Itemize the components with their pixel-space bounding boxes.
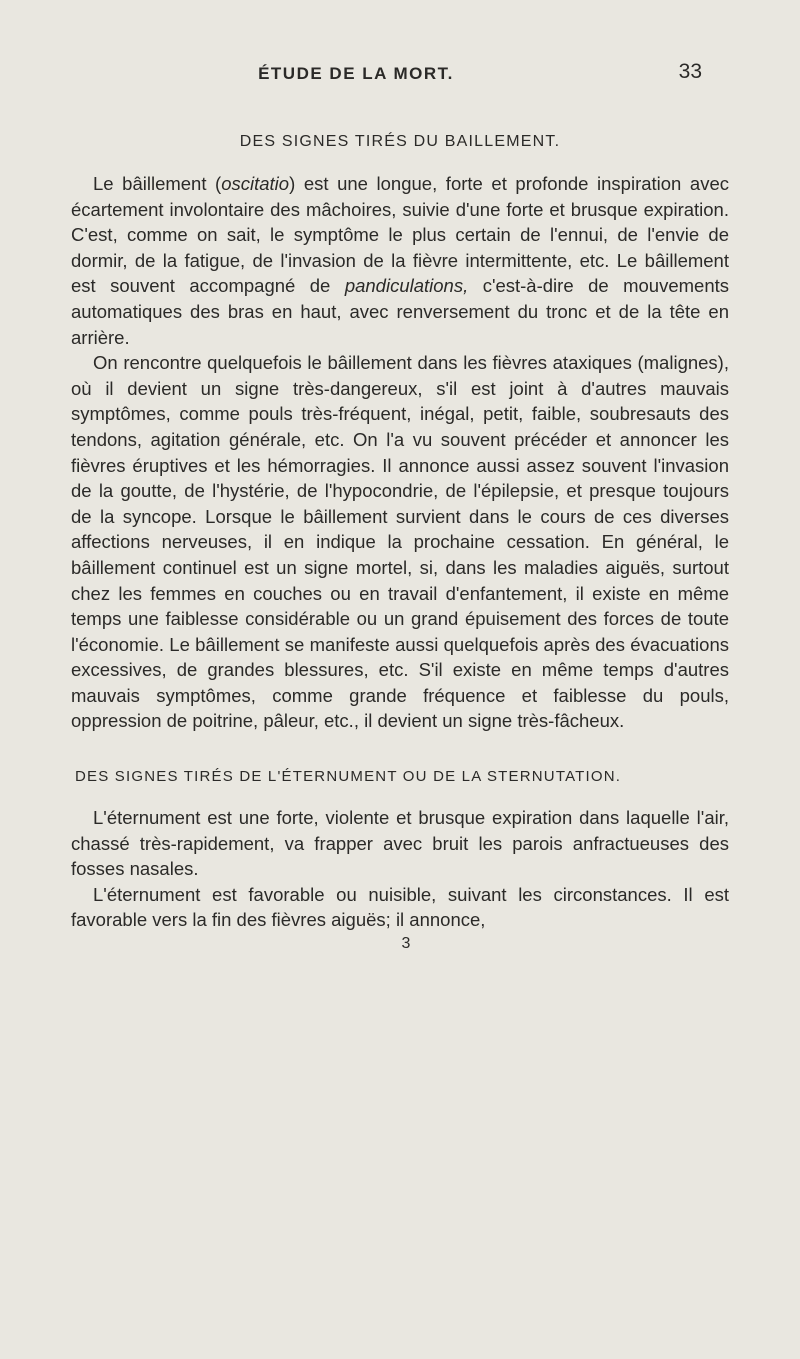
text-run: Le bâillement ( <box>93 173 222 194</box>
italic-term: pandiculations, <box>344 275 469 297</box>
text-run: c'est-à-dire de mouvements automatiques des bras en haut, avec renversement du tronc et de la tête en arrière. <box>71 275 730 348</box>
section-heading-baillement: DES SIGNES TIRÉS DU BAILLEMENT. <box>239 133 561 150</box>
running-title: ÉTUDE DE LA MORT. <box>258 64 454 83</box>
page-number: 33 <box>678 60 702 83</box>
page-content <box>71 133 729 953</box>
signature-mark: 3 <box>401 935 411 953</box>
paragraph: L'éternument est une forte, violente et brusque expiration dans laquelle l'air, chassé très-rapidement, va frapper avec bruit les parois anfractueuses des fosses nasales. <box>71 807 729 880</box>
section-heading-eternument: DES SIGNES TIRÉS DE L'ÉTERNUMENT OU DE LA STERNUTATION. <box>75 768 622 786</box>
running-head <box>0 60 800 88</box>
latin-term: oscitatio <box>221 173 290 194</box>
text-run: ) est une longue, forte et profonde inspiration avec écartement involontaire des mâchoires, suivie d'une forte et brusque expiration. C'est, comme on sait, le symptôme le plus certain de l'ennui, de l'envie de dormir, de la fatigue, de l'invasion de la fièvre intermittente, etc. Le bâillement est souvent accompagné de <box>71 173 729 297</box>
paragraph: L'éternument est favorable ou nuisible, suivant les circonstances. Il est favorable vers la fin des fièvres aiguës; il annonce, <box>71 883 729 931</box>
paragraph <box>71 171 729 350</box>
paragraph: On rencontre quelquefois le bâillement dans les fièvres ataxiques (malignes), où il devient un signe très-dangereux, s'il est joint à d'autres mauvais symptômes, comme pouls très-fréquent, inégal, petit, faible, soubresauts des tendons, agitation générale, etc. On l'a vu souvent précéder et annoncer les fièvres éruptives et les hémorragies. Il annonce aussi assez souvent l'invasion de la goutte, de l'hystérie, de l'hypocondrie, de l'épilepsie, et presque toujours de la syncope. Lorsque le bâillement survient dans le cours de ces diverses affections nerveuses, il en indique la prochaine cessation. En général, le bâillement continuel est un signe mortel, si, dans les maladies aiguës, surtout chez les femmes en couches ou en travail d'enfantement, il existe en même temps une faiblesse considérable ou un grand épuisement des forces de toute l'économie. Le bâillement se manifeste aussi quelquefois après des évacuations excessives, de grandes blessures, etc. S'il existe en même temps d'autres mauvais symptômes, comme grande fréquence et faiblesse du pouls, oppression de poitrine, pâleur, etc., il devient un signe très-fâcheux. <box>71 352 729 732</box>
